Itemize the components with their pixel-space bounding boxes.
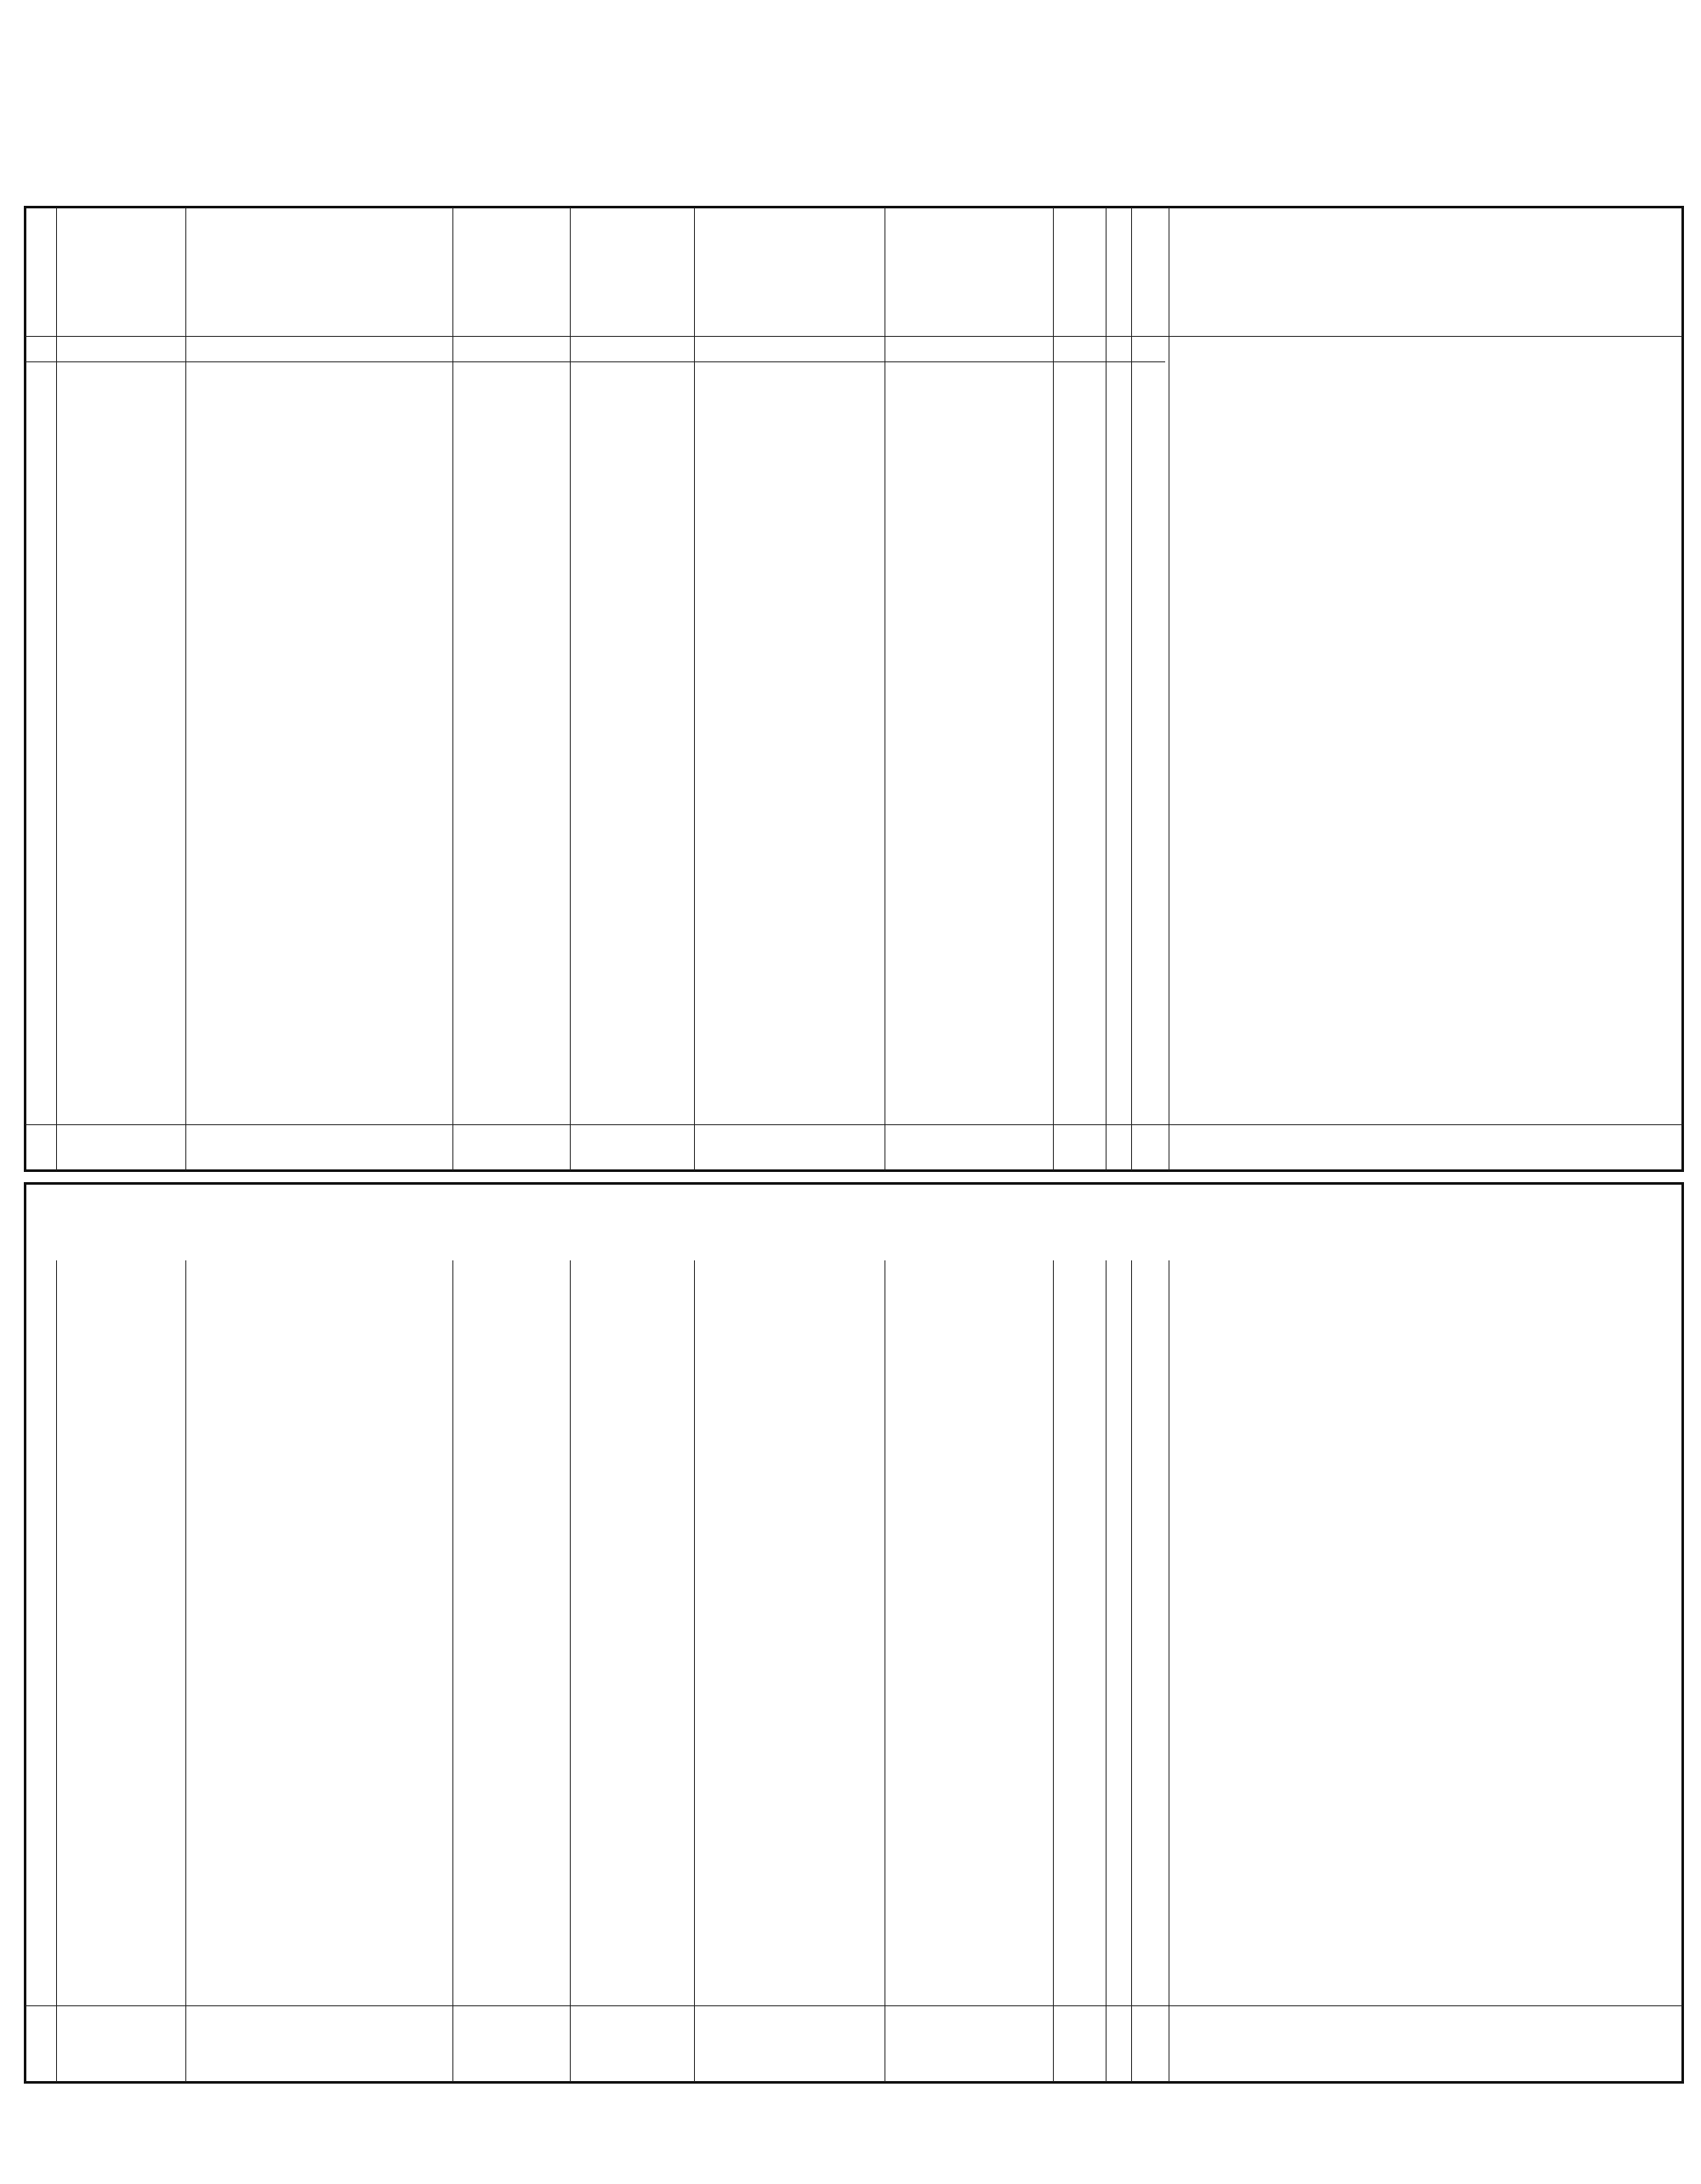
header-niederschlag — [1061, 213, 1087, 281]
table-zugspitze — [24, 1182, 1684, 2084]
grid-line — [570, 208, 571, 1170]
grid-line — [26, 361, 1165, 362]
grid-line — [1131, 208, 1132, 1170]
grid-line — [694, 208, 695, 1170]
grid-line — [452, 1260, 453, 2082]
grid-line — [452, 208, 453, 1170]
grid-line — [1106, 1260, 1107, 2082]
grid-line — [26, 336, 1682, 337]
grid-line — [26, 2005, 1682, 2006]
grid-line — [1131, 1260, 1132, 2082]
grid-line — [185, 208, 186, 1170]
grid-line — [1053, 1260, 1054, 2082]
header-datum — [31, 255, 56, 323]
table-hohenpeissenberg — [24, 206, 1684, 1172]
grid-line — [1053, 208, 1054, 1170]
grid-line — [56, 1260, 57, 2082]
grid-line — [26, 1124, 1682, 1125]
grid-line — [570, 1260, 571, 2082]
grid-line — [56, 208, 57, 1170]
grid-line — [185, 1260, 186, 2082]
grid-line — [1106, 208, 1107, 1170]
grid-line — [694, 1260, 695, 2082]
header-schneedecke — [1112, 213, 1138, 281]
